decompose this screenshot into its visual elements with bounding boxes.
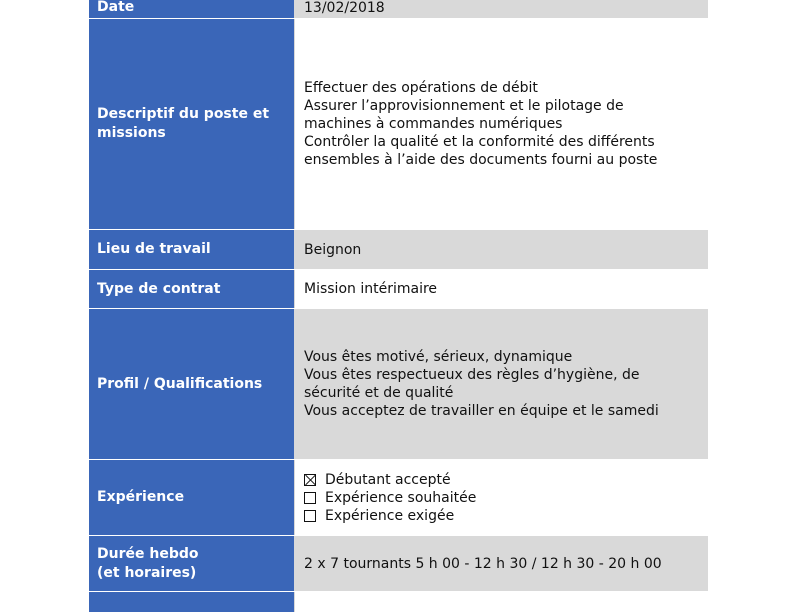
checkbox[interactable] (304, 492, 316, 504)
row-profile (89, 309, 708, 460)
row-experience (89, 460, 708, 536)
value-profile (295, 309, 708, 459)
value-contract-type: Mission intérimaire (295, 270, 708, 308)
label-weekly-hours (89, 536, 295, 591)
value-experience (295, 460, 708, 535)
job-offer-table (89, 0, 708, 612)
profile-line: Vous êtes motivé, sérieux, dynamique (304, 349, 573, 365)
label-weekly-hours-line1: Durée hebdo (97, 545, 199, 562)
value-next-partial (295, 592, 708, 612)
description-line: machines à commandes numériques (304, 116, 563, 132)
label-weekly-hours-line2: (et horaires) (97, 564, 197, 581)
profile-line: Vous acceptez de travailler en équipe et le samedi (304, 403, 659, 419)
description-line: Effectuer des opérations de débit (304, 80, 538, 96)
label-location: Lieu de travail (89, 230, 295, 269)
value-description (295, 19, 708, 229)
label-profile: Profil / Qualifications (89, 309, 295, 459)
profile-line: Vous êtes respectueux des règles d’hygiène, de (304, 367, 640, 383)
experience-option[interactable] (304, 471, 476, 489)
row-next-partial (89, 592, 708, 612)
value-weekly-hours: 2 x 7 tournants 5 h 00 - 12 h 30 / 12 h 30 - 20 h 00 (295, 536, 708, 591)
description-line: ensembles à l’aide des documents fourni au poste (304, 152, 658, 168)
label-description (89, 19, 295, 229)
experience-option-label: Expérience souhaitée (325, 489, 477, 506)
label-contract-type: Type de contrat (89, 270, 295, 308)
row-contract-type (89, 270, 708, 309)
value-date: 13/02/2018 (295, 0, 708, 18)
label-date: Date (89, 0, 295, 18)
description-line: Assurer l’approvisionnement et le pilotage de (304, 98, 624, 114)
checked-checkbox[interactable] (304, 474, 316, 486)
description-line: Contrôler la qualité et la conformité des différents (304, 134, 655, 150)
label-experience: Expérience (89, 460, 295, 535)
experience-option[interactable] (304, 507, 476, 525)
experience-option[interactable] (304, 489, 476, 507)
row-location (89, 230, 708, 270)
row-weekly-hours (89, 536, 708, 592)
label-next-partial (89, 592, 295, 612)
label-description-text: Descriptif du poste et missions (97, 106, 270, 141)
value-location: Beignon (295, 230, 708, 269)
experience-option-label: Expérience exigée (325, 507, 455, 524)
row-date (89, 0, 708, 19)
row-description (89, 19, 708, 230)
checkbox[interactable] (304, 510, 316, 522)
profile-line: sécurité et de qualité (304, 385, 454, 401)
experience-option-label: Débutant accepté (325, 471, 451, 488)
